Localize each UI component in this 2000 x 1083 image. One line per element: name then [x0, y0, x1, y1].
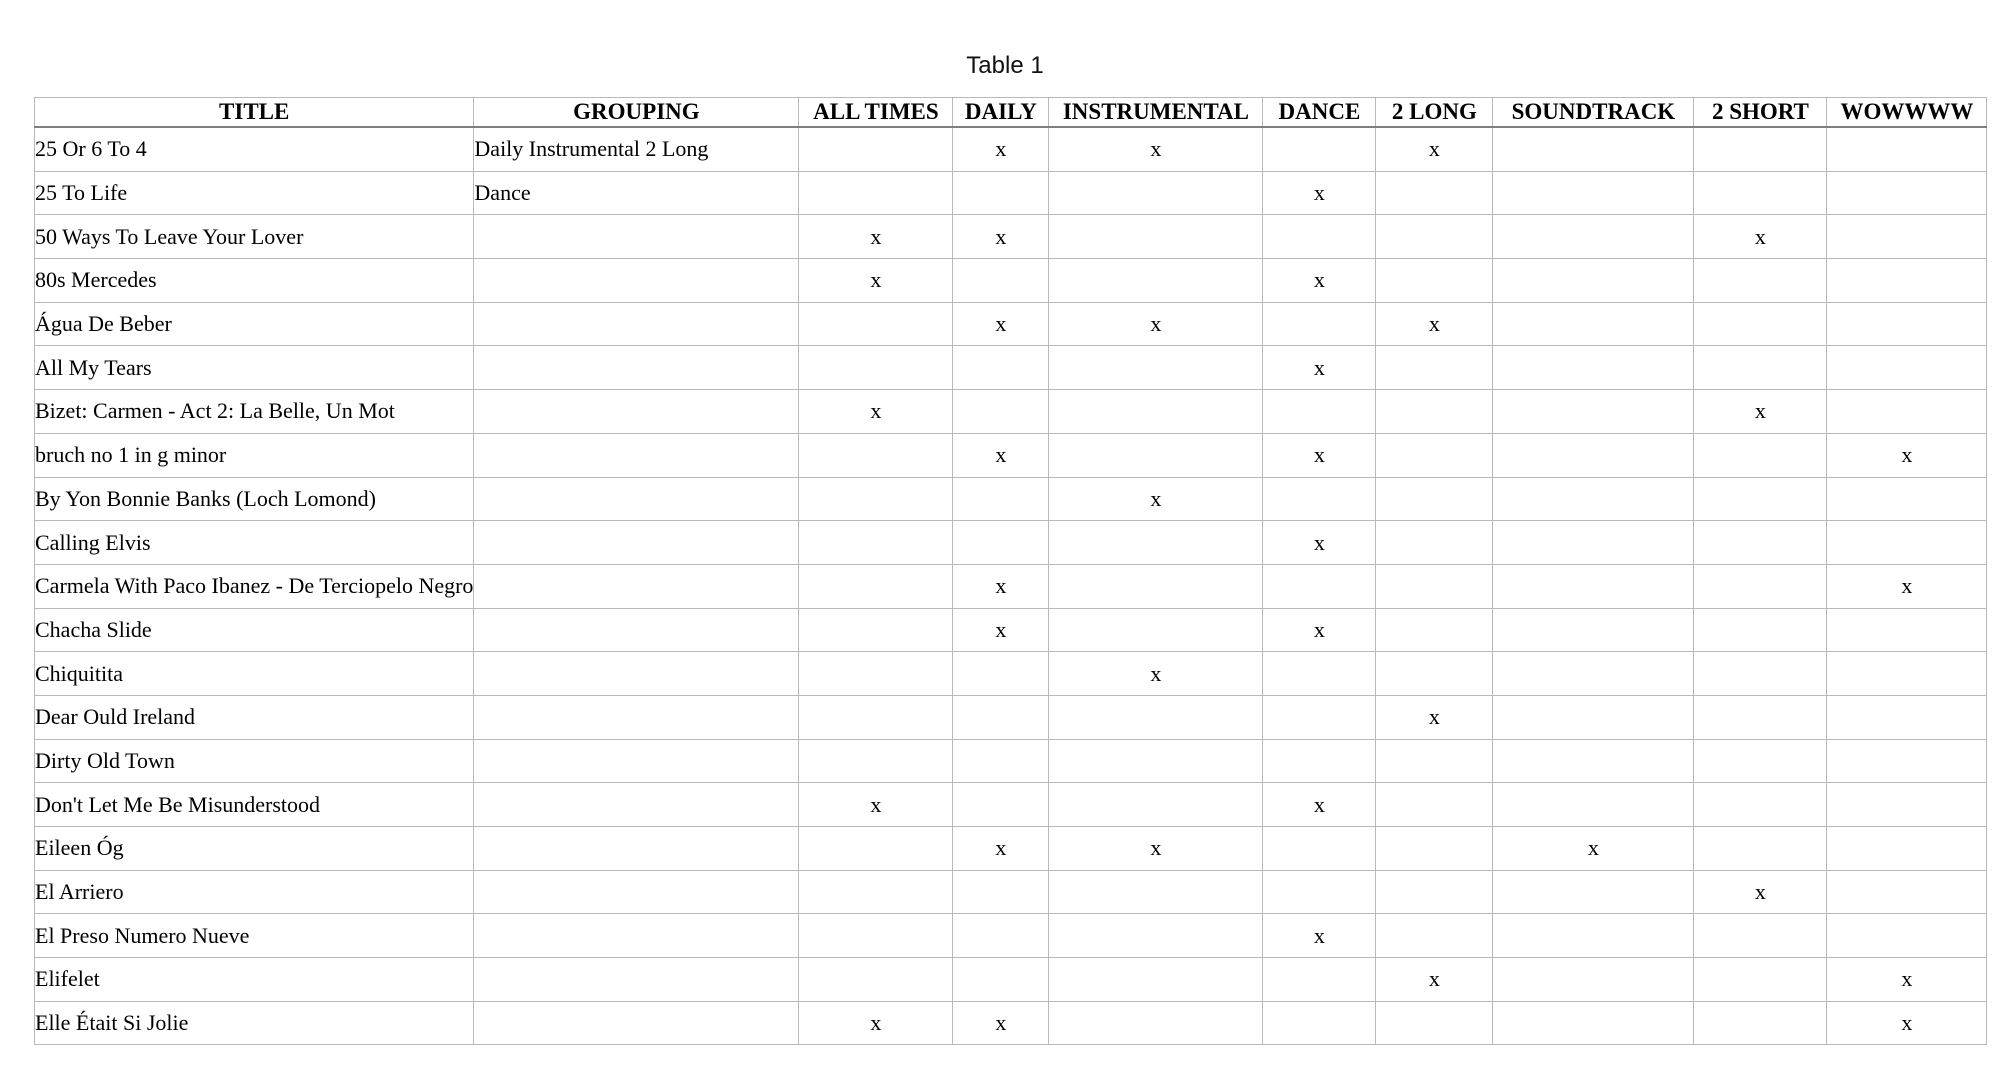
cell-grouping[interactable]	[474, 433, 799, 477]
cell-all-times[interactable]	[799, 652, 953, 696]
cell-dance[interactable]	[1263, 652, 1376, 696]
cell-grouping[interactable]	[474, 652, 799, 696]
cell-grouping[interactable]	[474, 390, 799, 434]
cell-2-short[interactable]	[1694, 521, 1827, 565]
cell-2-long[interactable]	[1376, 1001, 1493, 1045]
cell-all-times[interactable]	[799, 695, 953, 739]
cell-daily[interactable]: x	[953, 215, 1049, 259]
table-row	[35, 346, 1987, 390]
table-row	[35, 783, 1987, 827]
cell-instrumental[interactable]: x	[1049, 652, 1263, 696]
cell-grouping[interactable]	[474, 608, 799, 652]
table-row	[35, 695, 1987, 739]
cell-title[interactable]: Calling Elvis	[35, 521, 474, 565]
cell-soundtrack[interactable]	[1493, 608, 1694, 652]
cell-grouping[interactable]	[474, 870, 799, 914]
cell-wowwww[interactable]	[1827, 652, 1987, 696]
cell-2-long[interactable]	[1376, 608, 1493, 652]
cell-wowwww[interactable]	[1827, 914, 1987, 958]
cell-2-long[interactable]	[1376, 215, 1493, 259]
cell-daily[interactable]	[953, 521, 1049, 565]
cell-soundtrack[interactable]	[1493, 259, 1694, 303]
cell-2-short[interactable]	[1694, 739, 1827, 783]
column-header-daily[interactable]: DAILY	[953, 98, 1049, 128]
cell-wowwww[interactable]	[1827, 171, 1987, 215]
cell-daily[interactable]: x	[953, 127, 1049, 171]
cell-title[interactable]: Dirty Old Town	[35, 739, 474, 783]
cell-2-long[interactable]	[1376, 477, 1493, 521]
cell-dance[interactable]	[1263, 827, 1376, 871]
cell-grouping[interactable]: Dance	[474, 171, 799, 215]
cell-grouping[interactable]	[474, 521, 799, 565]
cell-dance[interactable]	[1263, 477, 1376, 521]
column-header-wowwww[interactable]: WOWWWW	[1827, 98, 1987, 128]
table-row	[35, 827, 1987, 871]
cell-all-times[interactable]	[799, 302, 953, 346]
cell-2-short[interactable]	[1694, 564, 1827, 608]
cell-instrumental[interactable]	[1049, 783, 1263, 827]
cell-title[interactable]: El Arriero	[35, 870, 474, 914]
cell-daily[interactable]	[953, 870, 1049, 914]
cell-2-long[interactable]	[1376, 171, 1493, 215]
table-row	[35, 171, 1987, 215]
cell-2-short[interactable]	[1694, 171, 1827, 215]
cell-grouping[interactable]	[474, 346, 799, 390]
cell-instrumental[interactable]	[1049, 870, 1263, 914]
cell-daily[interactable]	[953, 477, 1049, 521]
cell-soundtrack[interactable]	[1493, 477, 1694, 521]
cell-title[interactable]: Dear Ould Ireland	[35, 695, 474, 739]
cell-daily[interactable]	[953, 259, 1049, 303]
table-row	[35, 390, 1987, 434]
cell-all-times[interactable]	[799, 477, 953, 521]
cell-daily[interactable]: x	[953, 302, 1049, 346]
table-row	[35, 608, 1987, 652]
cell-2-long[interactable]	[1376, 521, 1493, 565]
cell-dance[interactable]: x	[1263, 259, 1376, 303]
cell-2-short[interactable]	[1694, 914, 1827, 958]
cell-daily[interactable]	[953, 783, 1049, 827]
cell-all-times[interactable]	[799, 171, 953, 215]
cell-all-times[interactable]	[799, 346, 953, 390]
cell-2-long[interactable]	[1376, 652, 1493, 696]
cell-dance[interactable]: x	[1263, 608, 1376, 652]
cell-wowwww[interactable]	[1827, 346, 1987, 390]
cell-all-times[interactable]	[799, 827, 953, 871]
cell-title[interactable]: El Preso Numero Nueve	[35, 914, 474, 958]
cell-wowwww[interactable]	[1827, 477, 1987, 521]
cell-soundtrack[interactable]	[1493, 914, 1694, 958]
cell-all-times[interactable]	[799, 608, 953, 652]
cell-soundtrack[interactable]	[1493, 1001, 1694, 1045]
cell-title[interactable]: Eileen Óg	[35, 827, 474, 871]
cell-daily[interactable]	[953, 171, 1049, 215]
cell-dance[interactable]	[1263, 958, 1376, 1002]
cell-all-times[interactable]	[799, 521, 953, 565]
table-row	[35, 870, 1987, 914]
cell-wowwww[interactable]: x	[1827, 564, 1987, 608]
cell-instrumental[interactable]	[1049, 958, 1263, 1002]
cell-instrumental[interactable]	[1049, 521, 1263, 565]
cell-dance[interactable]	[1263, 695, 1376, 739]
cell-wowwww[interactable]	[1827, 390, 1987, 434]
cell-2-short[interactable]	[1694, 127, 1827, 171]
cell-wowwww[interactable]	[1827, 827, 1987, 871]
cell-daily[interactable]	[953, 739, 1049, 783]
table-row	[35, 477, 1987, 521]
column-header-2-short[interactable]: 2 SHORT	[1694, 98, 1827, 128]
cell-all-times[interactable]	[799, 564, 953, 608]
cell-all-times[interactable]: x	[799, 1001, 953, 1045]
cell-2-short[interactable]	[1694, 695, 1827, 739]
cell-soundtrack[interactable]: x	[1493, 827, 1694, 871]
cell-instrumental[interactable]	[1049, 695, 1263, 739]
cell-2-long[interactable]	[1376, 783, 1493, 827]
cell-dance[interactable]: x	[1263, 783, 1376, 827]
cell-instrumental[interactable]	[1049, 346, 1263, 390]
cell-soundtrack[interactable]	[1493, 783, 1694, 827]
cell-2-short[interactable]	[1694, 302, 1827, 346]
cell-instrumental[interactable]	[1049, 433, 1263, 477]
cell-soundtrack[interactable]	[1493, 652, 1694, 696]
cell-wowwww[interactable]	[1827, 521, 1987, 565]
cell-daily[interactable]: x	[953, 1001, 1049, 1045]
cell-grouping[interactable]	[474, 1001, 799, 1045]
cell-2-long[interactable]: x	[1376, 302, 1493, 346]
table-row	[35, 215, 1987, 259]
cell-dance[interactable]	[1263, 564, 1376, 608]
cell-grouping[interactable]: Daily Instrumental 2 Long	[474, 127, 799, 171]
table-row	[35, 739, 1987, 783]
cell-all-times[interactable]	[799, 433, 953, 477]
cell-wowwww[interactable]	[1827, 127, 1987, 171]
cell-2-long[interactable]	[1376, 433, 1493, 477]
cell-title[interactable]: Don't Let Me Be Misunderstood	[35, 783, 474, 827]
cell-2-short[interactable]	[1694, 1001, 1827, 1045]
cell-all-times[interactable]: x	[799, 783, 953, 827]
cell-2-short[interactable]	[1694, 608, 1827, 652]
table-row	[35, 433, 1987, 477]
cell-soundtrack[interactable]	[1493, 302, 1694, 346]
cell-2-short[interactable]	[1694, 477, 1827, 521]
cell-wowwww[interactable]	[1827, 870, 1987, 914]
cell-dance[interactable]: x	[1263, 521, 1376, 565]
cell-dance[interactable]: x	[1263, 914, 1376, 958]
cell-2-long[interactable]: x	[1376, 127, 1493, 171]
cell-daily[interactable]: x	[953, 608, 1049, 652]
column-header-title[interactable]: TITLE	[35, 98, 474, 128]
cell-2-long[interactable]	[1376, 914, 1493, 958]
table-title: Table 1	[966, 52, 1044, 79]
cell-2-long[interactable]	[1376, 827, 1493, 871]
cell-all-times[interactable]: x	[799, 259, 953, 303]
cell-2-long[interactable]: x	[1376, 695, 1493, 739]
cell-wowwww[interactable]	[1827, 695, 1987, 739]
cell-daily[interactable]: x	[953, 827, 1049, 871]
cell-2-long[interactable]: x	[1376, 958, 1493, 1002]
cell-title[interactable]: All My Tears	[35, 346, 474, 390]
cell-2-short[interactable]	[1694, 346, 1827, 390]
cell-daily[interactable]	[953, 652, 1049, 696]
cell-title[interactable]: Elifelet	[35, 958, 474, 1002]
cell-instrumental[interactable]	[1049, 215, 1263, 259]
cell-grouping[interactable]	[474, 739, 799, 783]
table-row	[35, 521, 1987, 565]
cell-all-times[interactable]	[799, 914, 953, 958]
cell-wowwww[interactable]	[1827, 608, 1987, 652]
cell-title[interactable]: Carmela With Paco Ibanez - De Terciopelo Negro	[35, 564, 474, 608]
header-row	[35, 98, 1987, 128]
cell-wowwww[interactable]: x	[1827, 1001, 1987, 1045]
cell-instrumental[interactable]: x	[1049, 302, 1263, 346]
cell-dance[interactable]: x	[1263, 171, 1376, 215]
cell-all-times[interactable]	[799, 870, 953, 914]
cell-soundtrack[interactable]	[1493, 521, 1694, 565]
cell-all-times[interactable]: x	[799, 215, 953, 259]
cell-title[interactable]: bruch no 1 in g minor	[35, 433, 474, 477]
cell-soundtrack[interactable]	[1493, 171, 1694, 215]
cell-all-times[interactable]	[799, 127, 953, 171]
cell-instrumental[interactable]	[1049, 914, 1263, 958]
cell-soundtrack[interactable]	[1493, 346, 1694, 390]
table-row	[35, 958, 1987, 1002]
cell-grouping[interactable]	[474, 695, 799, 739]
column-header-soundtrack[interactable]: SOUNDTRACK	[1493, 98, 1694, 128]
column-header-grouping[interactable]: GROUPING	[474, 98, 799, 128]
cell-dance[interactable]: x	[1263, 433, 1376, 477]
cell-soundtrack[interactable]	[1493, 870, 1694, 914]
cell-instrumental[interactable]: x	[1049, 827, 1263, 871]
cell-wowwww[interactable]	[1827, 302, 1987, 346]
cell-2-short[interactable]	[1694, 652, 1827, 696]
cell-2-long[interactable]	[1376, 390, 1493, 434]
cell-instrumental[interactable]: x	[1049, 127, 1263, 171]
column-header-instrumental[interactable]: INSTRUMENTAL	[1049, 98, 1263, 128]
cell-soundtrack[interactable]	[1493, 695, 1694, 739]
cell-daily[interactable]: x	[953, 564, 1049, 608]
cell-daily[interactable]	[953, 390, 1049, 434]
cell-grouping[interactable]	[474, 477, 799, 521]
cell-2-short[interactable]	[1694, 827, 1827, 871]
table-row	[35, 914, 1987, 958]
table-row	[35, 564, 1987, 608]
cell-title[interactable]: Chiquitita	[35, 652, 474, 696]
cell-soundtrack[interactable]	[1493, 958, 1694, 1002]
cell-dance[interactable]	[1263, 390, 1376, 434]
cell-dance[interactable]: x	[1263, 346, 1376, 390]
cell-grouping[interactable]	[474, 958, 799, 1002]
cell-2-short[interactable]: x	[1694, 390, 1827, 434]
table-row	[35, 259, 1987, 303]
cell-dance[interactable]	[1263, 215, 1376, 259]
column-header-2-long[interactable]: 2 LONG	[1376, 98, 1493, 128]
cell-grouping[interactable]	[474, 827, 799, 871]
cell-grouping[interactable]	[474, 914, 799, 958]
cell-grouping[interactable]	[474, 259, 799, 303]
cell-soundtrack[interactable]	[1493, 433, 1694, 477]
cell-instrumental[interactable]	[1049, 390, 1263, 434]
cell-daily[interactable]	[953, 695, 1049, 739]
cell-title[interactable]: Água De Beber	[35, 302, 474, 346]
table-header	[35, 98, 1987, 128]
cell-2-long[interactable]	[1376, 870, 1493, 914]
table-row	[35, 652, 1987, 696]
cell-wowwww[interactable]	[1827, 215, 1987, 259]
cell-title[interactable]: Bizet: Carmen - Act 2: La Belle, Un Mot	[35, 390, 474, 434]
column-header-all-times[interactable]: ALL TIMES	[799, 98, 953, 128]
cell-2-short[interactable]	[1694, 259, 1827, 303]
cell-soundtrack[interactable]	[1493, 390, 1694, 434]
cell-daily[interactable]	[953, 346, 1049, 390]
cell-wowwww[interactable]: x	[1827, 433, 1987, 477]
cell-2-short[interactable]: x	[1694, 215, 1827, 259]
cell-2-long[interactable]	[1376, 739, 1493, 783]
cell-instrumental[interactable]	[1049, 564, 1263, 608]
cell-grouping[interactable]	[474, 564, 799, 608]
cell-soundtrack[interactable]	[1493, 127, 1694, 171]
cell-title[interactable]: Elle Était Si Jolie	[35, 1001, 474, 1045]
cell-grouping[interactable]	[474, 783, 799, 827]
table-row	[35, 127, 1987, 171]
cell-grouping[interactable]	[474, 302, 799, 346]
cell-grouping[interactable]	[474, 215, 799, 259]
table-row	[35, 302, 1987, 346]
cell-wowwww[interactable]	[1827, 783, 1987, 827]
cell-title[interactable]: Chacha Slide	[35, 608, 474, 652]
cell-dance[interactable]	[1263, 870, 1376, 914]
cell-instrumental[interactable]	[1049, 739, 1263, 783]
cell-dance[interactable]	[1263, 127, 1376, 171]
cell-soundtrack[interactable]	[1493, 564, 1694, 608]
cell-wowwww[interactable]	[1827, 259, 1987, 303]
cell-daily[interactable]	[953, 958, 1049, 1002]
cell-instrumental[interactable]: x	[1049, 477, 1263, 521]
cell-2-short[interactable]	[1694, 783, 1827, 827]
cell-2-long[interactable]	[1376, 259, 1493, 303]
cell-soundtrack[interactable]	[1493, 739, 1694, 783]
cell-2-short[interactable]: x	[1694, 870, 1827, 914]
cell-wowwww[interactable]: x	[1827, 958, 1987, 1002]
cell-title[interactable]: 50 Ways To Leave Your Lover	[35, 215, 474, 259]
cell-instrumental[interactable]	[1049, 259, 1263, 303]
cell-soundtrack[interactable]	[1493, 215, 1694, 259]
cell-title[interactable]: 80s Mercedes	[35, 259, 474, 303]
cell-2-short[interactable]	[1694, 433, 1827, 477]
cell-all-times[interactable]	[799, 958, 953, 1002]
cell-all-times[interactable]: x	[799, 390, 953, 434]
songs-table	[34, 97, 1987, 1045]
cell-dance[interactable]	[1263, 739, 1376, 783]
cell-wowwww[interactable]	[1827, 739, 1987, 783]
table-body	[35, 127, 1987, 1045]
table-row	[35, 1001, 1987, 1045]
cell-dance[interactable]	[1263, 302, 1376, 346]
cell-instrumental[interactable]	[1049, 171, 1263, 215]
cell-2-short[interactable]	[1694, 958, 1827, 1002]
cell-2-long[interactable]	[1376, 564, 1493, 608]
cell-daily[interactable]: x	[953, 433, 1049, 477]
cell-instrumental[interactable]	[1049, 1001, 1263, 1045]
cell-title[interactable]: By Yon Bonnie Banks (Loch Lomond)	[35, 477, 474, 521]
cell-2-long[interactable]	[1376, 346, 1493, 390]
cell-instrumental[interactable]	[1049, 608, 1263, 652]
cell-all-times[interactable]	[799, 739, 953, 783]
cell-dance[interactable]	[1263, 1001, 1376, 1045]
column-header-dance[interactable]: DANCE	[1263, 98, 1376, 128]
cell-daily[interactable]	[953, 914, 1049, 958]
cell-title[interactable]: 25 To Life	[35, 171, 474, 215]
cell-title[interactable]: 25 Or 6 To 4	[35, 127, 474, 171]
